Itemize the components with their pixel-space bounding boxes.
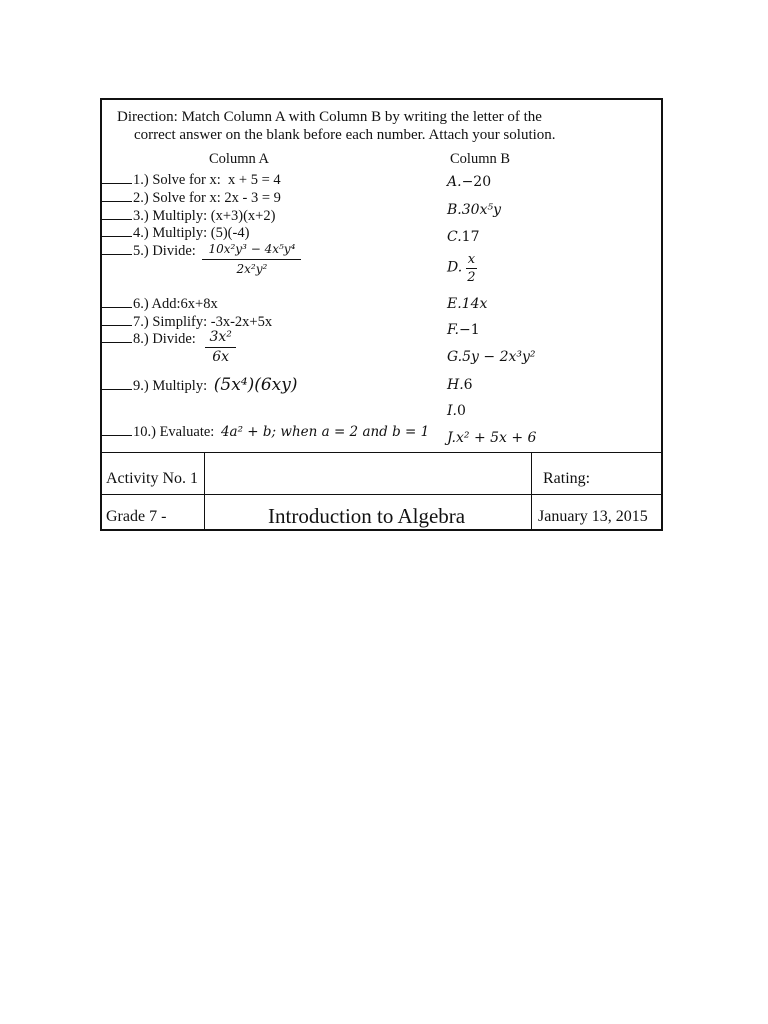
option-value: 30x⁵y <box>461 202 501 218</box>
option-value: −1 <box>458 322 480 338</box>
item-fraction <box>202 241 301 278</box>
answer-blank[interactable] <box>102 241 132 255</box>
option-value: 6 <box>463 377 473 393</box>
option-letter: E. <box>447 296 462 312</box>
item-label: 5.) Divide: <box>133 243 196 259</box>
option-b <box>447 202 501 219</box>
activity-sheet <box>100 98 663 531</box>
item-label: 4.) Multiply: <box>133 225 208 241</box>
option-c <box>447 229 480 246</box>
answer-blank[interactable] <box>102 312 132 326</box>
option-g <box>447 349 536 366</box>
item-label: 9.) Multiply: <box>133 378 208 394</box>
column-b-header: Column B <box>450 151 511 167</box>
fraction-denominator: 2 <box>467 270 476 285</box>
item-label: 10.) Evaluate: <box>133 424 215 440</box>
item-expression: x + 5 = 4 <box>228 172 281 188</box>
answer-blank[interactable] <box>102 223 132 237</box>
item-expression: 4a² + b; when a = 2 and b = 1 <box>220 424 430 440</box>
activity-number: Activity No. 1 <box>106 470 198 487</box>
option-value: 5y − 2x³y² <box>462 349 536 365</box>
date: January 13, 2015 <box>538 508 648 525</box>
fraction-denominator: 2x²y² <box>236 262 268 276</box>
item-expression: -3x-2x+5x <box>210 314 273 330</box>
answer-blank[interactable] <box>102 422 132 436</box>
item-label: 1.) Solve for x: <box>133 172 221 188</box>
item-expression: (5x⁴)(6xy) <box>213 375 298 395</box>
option-f <box>447 322 480 339</box>
option-h <box>447 377 473 394</box>
column-a-header: Column A <box>209 151 270 167</box>
option-a <box>447 174 491 191</box>
option-value: 14x <box>461 296 488 312</box>
answer-blank[interactable] <box>102 329 132 343</box>
option-letter: H. <box>447 377 464 393</box>
option-value: 17 <box>461 229 480 245</box>
item-expression: 2x - 3 = 9 <box>224 190 281 206</box>
option-fraction <box>466 252 477 285</box>
item-8 <box>102 329 236 366</box>
item-9 <box>102 376 298 395</box>
rating-label: Rating: <box>543 470 591 487</box>
footer-divider-left <box>204 452 205 531</box>
item-5 <box>102 241 301 278</box>
item-1 <box>102 170 281 189</box>
fraction-numerator: x <box>467 252 476 267</box>
directions-line-2: correct answer on the blank before each number. Attach your solution. <box>134 127 556 143</box>
option-e <box>447 296 487 313</box>
item-expression: (5)(-4) <box>210 225 250 241</box>
fraction-numerator: 3x² <box>205 329 235 348</box>
option-value: −20 <box>461 174 492 190</box>
option-letter: A. <box>447 174 462 190</box>
subject-title: Introduction to Algebra <box>268 504 466 528</box>
item-fraction <box>205 329 235 366</box>
option-value: 0 <box>456 403 466 419</box>
option-i <box>447 403 466 420</box>
directions-line-1: Direction: Match Column A with Column B by writing the letter of the <box>117 109 542 125</box>
option-j <box>447 430 536 447</box>
option-d <box>447 252 477 285</box>
answer-blank[interactable] <box>102 294 132 308</box>
option-letter: I. <box>447 403 457 419</box>
option-letter: D. <box>447 259 463 276</box>
answer-blank[interactable] <box>102 188 132 202</box>
fraction-denominator: 6x <box>212 349 230 365</box>
item-2 <box>102 188 281 207</box>
option-letter: C. <box>447 229 462 245</box>
option-value: x² + 5x + 6 <box>455 430 537 446</box>
item-expression: 6x+8x <box>180 296 218 312</box>
item-label: 3.) Multiply: <box>133 208 208 224</box>
answer-blank[interactable] <box>102 170 132 184</box>
item-6 <box>102 294 218 313</box>
item-label: 8.) Divide: <box>133 331 196 347</box>
item-label: 2.) Solve for x: <box>133 190 221 206</box>
directions <box>117 108 556 144</box>
option-letter: B. <box>447 202 462 218</box>
answer-blank[interactable] <box>102 206 132 220</box>
item-4 <box>102 223 249 242</box>
answer-blank[interactable] <box>102 376 132 390</box>
item-label: 6.) Add: <box>133 296 181 312</box>
footer-divider-right <box>531 452 532 531</box>
footer-middle-rule <box>102 494 661 495</box>
grade-label: Grade 7 - <box>106 508 167 525</box>
footer-top-rule <box>102 452 661 453</box>
option-letter: G. <box>447 349 463 365</box>
item-label: 7.) Simplify: <box>133 314 208 330</box>
option-letter: J. <box>447 430 456 446</box>
item-10 <box>102 422 429 441</box>
fraction-numerator: 10x²y³ − 4x⁵y⁴ <box>202 241 301 260</box>
option-letter: F. <box>447 322 459 338</box>
item-expression: (x+3)(x+2) <box>210 208 276 224</box>
